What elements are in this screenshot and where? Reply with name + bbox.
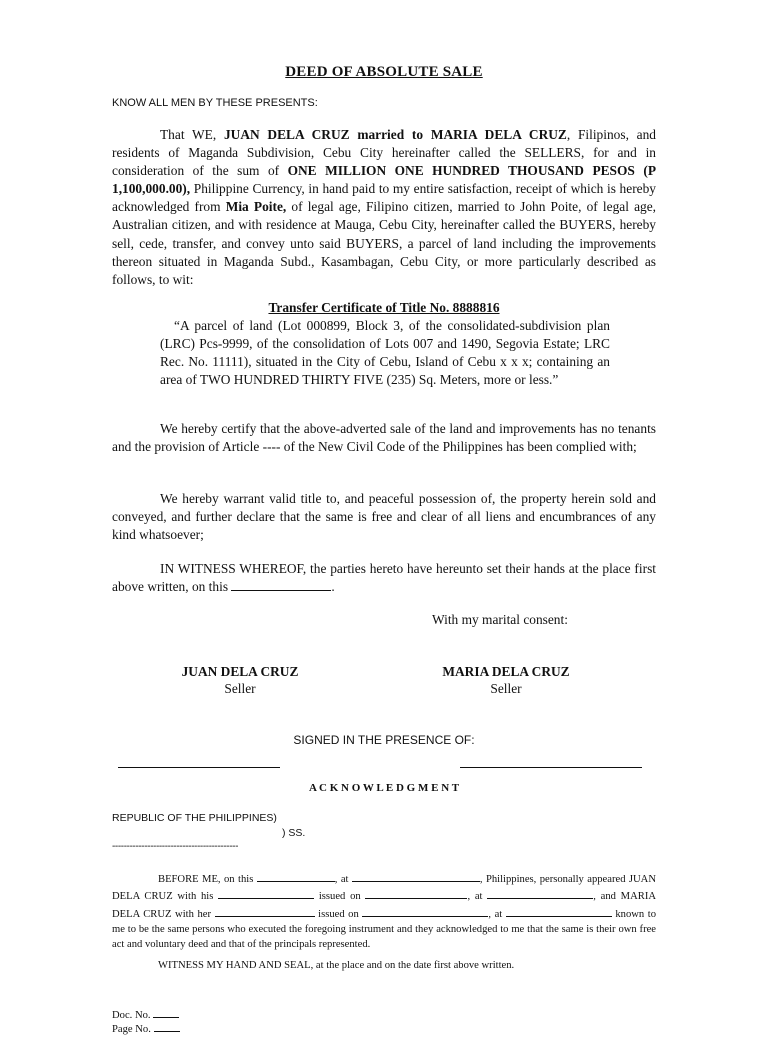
ack-text-7: issued on bbox=[314, 908, 363, 920]
ack-text-5: , at bbox=[467, 891, 488, 903]
witness-seal-line: WITNESS MY HAND AND SEAL, at the place and on the date first above written. bbox=[158, 960, 515, 971]
ack-text-3: , Philippines, personally appeared JUAN DELA CRUZ with his bbox=[112, 874, 656, 903]
republic-line: REPUBLIC OF THE PHILIPPINES) bbox=[112, 812, 277, 824]
page-no-line bbox=[112, 1020, 180, 1037]
ss-line: ) SS. bbox=[282, 827, 306, 839]
paragraph-sale bbox=[112, 126, 656, 289]
parcel-description: “A parcel of land (Lot 000899, Block 3, of the consolidated-subdivision plan (LRC) Pcs-9999, of the consolidation of Lots 007 and 1490, Segovia Estate; LRC Rec. No. 11111), situated in the City of Cebu, Island of Cebu x x x; containing an area of TWO HUNDRED THIRTY FIVE (235) Sq. Meters, more or less.” bbox=[160, 318, 610, 388]
p4-text: IN WITNESS WHEREOF, the parties hereto have hereunto set their hands at the place first above written, on this bbox=[112, 561, 656, 595]
paragraph-warrant: We hereby warrant valid title to, and peaceful possession of, the property herein sold and conveyed, and further declare that the same is free and clear of all liens and encumbrances of any kind whatsoever; bbox=[112, 491, 656, 543]
ack-blank-issued1 bbox=[365, 887, 467, 899]
ack-text-1: BEFORE ME, on this bbox=[158, 874, 257, 885]
ack-blank-at2 bbox=[506, 905, 612, 917]
paragraph-witness bbox=[112, 560, 656, 596]
seller2-role: Seller bbox=[490, 681, 522, 696]
p1-text-4: of legal age, Filipino citizen, married to John Poite, of legal age, Australian citizen, and with residence at Mauga, Cebu City, hereinafter called the BUYERS, hereby sell, cede, transfer, and convey unto said BUYERS, a parcel of land including the improvements thereon situated in Maganda Subd., Kasambagan, Cebu City, or more particularly described as follows, to wit: bbox=[112, 199, 657, 287]
ack-blank-date bbox=[257, 870, 335, 882]
ack-text-6: , and MARIA DELA CRUZ with her bbox=[112, 891, 656, 920]
ack-blank-id1 bbox=[218, 887, 314, 899]
page-no-label: Page No. bbox=[112, 1024, 154, 1035]
ack-blank-issued2 bbox=[362, 905, 488, 917]
buyer-name: Mia Poite, bbox=[225, 199, 287, 215]
doc-no-blank bbox=[153, 1006, 179, 1018]
paragraph-certify: We hereby certify that the above-adverted sale of the land and improvements has no tenants and the provision of Article ---- of the New Civil Code of the Philippines has been complied with; bbox=[112, 421, 656, 455]
acknowledgment-paragraph bbox=[112, 870, 656, 952]
seller1-name: JUAN DELA CRUZ bbox=[181, 664, 299, 679]
acknowledgment-title: A C K N O W L E D G M E N T bbox=[308, 782, 460, 794]
date-blank bbox=[231, 579, 331, 591]
tct-title: Transfer Certificate of Title No. 8888816 bbox=[268, 300, 500, 315]
p4-end: . bbox=[331, 579, 335, 595]
ack-blank-id2 bbox=[215, 905, 315, 917]
seller1-role: Seller bbox=[224, 681, 256, 696]
ack-text-2: , at bbox=[334, 874, 352, 885]
witness1-signature-line bbox=[118, 767, 280, 768]
seller2-name: MARIA DELA CRUZ bbox=[442, 664, 570, 679]
witness2-signature-line bbox=[460, 767, 642, 768]
p1-text-2: , Filipinos, and residents of Maganda Subdivision, Cebu City hereinafter called the SELLERS, for and in consideration of the sum of bbox=[112, 127, 656, 179]
ack-text-8: , at bbox=[488, 908, 506, 920]
document-title: DEED OF ABSOLUTE SALE bbox=[285, 64, 483, 80]
p1-text-3: Philippine Currency, in hand paid to my entire satisfaction, receipt of which is hereby acknowledged from bbox=[112, 181, 656, 215]
presence-heading: SIGNED IN THE PRESENCE OF: bbox=[293, 733, 475, 747]
sale-amount: ONE MILLION ONE HUNDRED THOUSAND PESOS (P 1,100,000.00), bbox=[112, 163, 656, 197]
ack-text-4: issued on bbox=[314, 891, 366, 903]
ack-blank-place bbox=[352, 870, 480, 882]
marital-consent: With my marital consent: bbox=[432, 612, 568, 627]
p1-text-1: That WE, bbox=[160, 127, 224, 142]
ack-blank-at1 bbox=[487, 887, 593, 899]
seller-names: JUAN DELA CRUZ married to MARIA DELA CRUZ bbox=[223, 127, 567, 142]
dash-divider: ------------------------------------------- bbox=[112, 841, 238, 852]
intro-line: KNOW ALL MEN BY THESE PRESENTS: bbox=[112, 97, 318, 109]
ack-text-9: known to me to be the same persons who executed the foregoing instrument and they acknowledged to me that the same is their own free act and voluntary deed and that of the principals represented. bbox=[112, 908, 657, 951]
page-no-blank bbox=[154, 1020, 180, 1032]
doc-no-label: Doc. No. bbox=[112, 1010, 154, 1021]
